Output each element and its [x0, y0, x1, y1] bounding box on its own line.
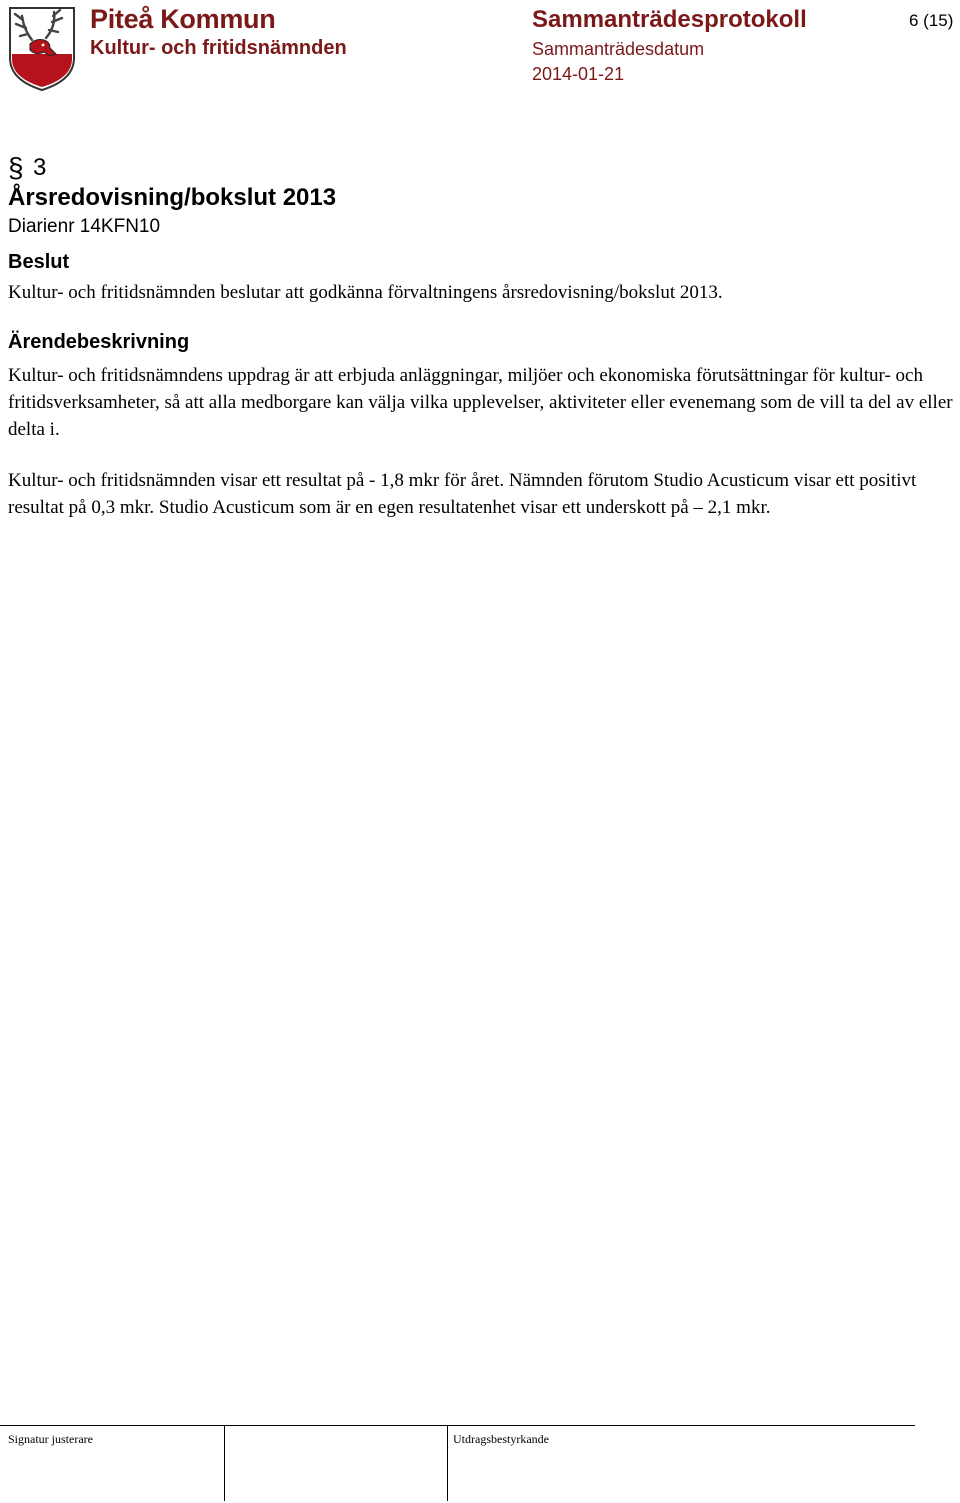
date-value: 2014-01-21: [532, 64, 625, 84]
organization-name: Piteå Kommun: [90, 4, 276, 34]
description-heading: Ärendebeskrivning: [8, 331, 190, 353]
reindeer-crest-icon: [6, 4, 78, 92]
footer-divider: [224, 1425, 225, 1501]
decision-heading: Beslut: [8, 251, 70, 273]
department-name: Kultur- och fritidsnämnden: [90, 37, 347, 59]
decision-text: Kultur- och fritidsnämnden beslutar att godkänna förvaltningens årsredovisning/bokslut 2013.: [8, 282, 723, 303]
description-paragraph: Kultur- och fritidsnämnden visar ett resultat på - 1,8 mkr för året. Nämnden förutom Studio Acusticum visar ett positivt resultat på 0,3 mkr. Studio Acusticum som är en egen resultatenhet visar ett underskott på – 2,1 mkr.: [8, 470, 917, 518]
description-paragraph: Kultur- och fritidsnämndens uppdrag är att erbjuda anläggningar, miljöer och ekonomiska förutsättningar för kultur- och fritidsverksamheter, så att alla medborgare kan välja vilka upplevelser, aktiviteter eller evenemang som de vill ta del av eller delta i.: [8, 365, 953, 440]
extract-certification-label: Utdragsbestyrkande: [453, 1432, 549, 1446]
date-label: Sammanträdesdatum: [532, 39, 705, 59]
case-number: Diarienr 14KFN10: [8, 216, 161, 237]
document-type: Sammanträdesprotokoll: [532, 6, 807, 33]
section-sign: §: [8, 152, 24, 183]
footer-rule: [0, 1425, 915, 1426]
footer-divider: [447, 1425, 448, 1501]
page-number: 6 (15): [909, 11, 954, 30]
signature-label: Signatur justerare: [8, 1432, 93, 1446]
section-title: Årsredovisning/bokslut 2013: [8, 184, 337, 211]
section-number: 3: [33, 154, 47, 181]
